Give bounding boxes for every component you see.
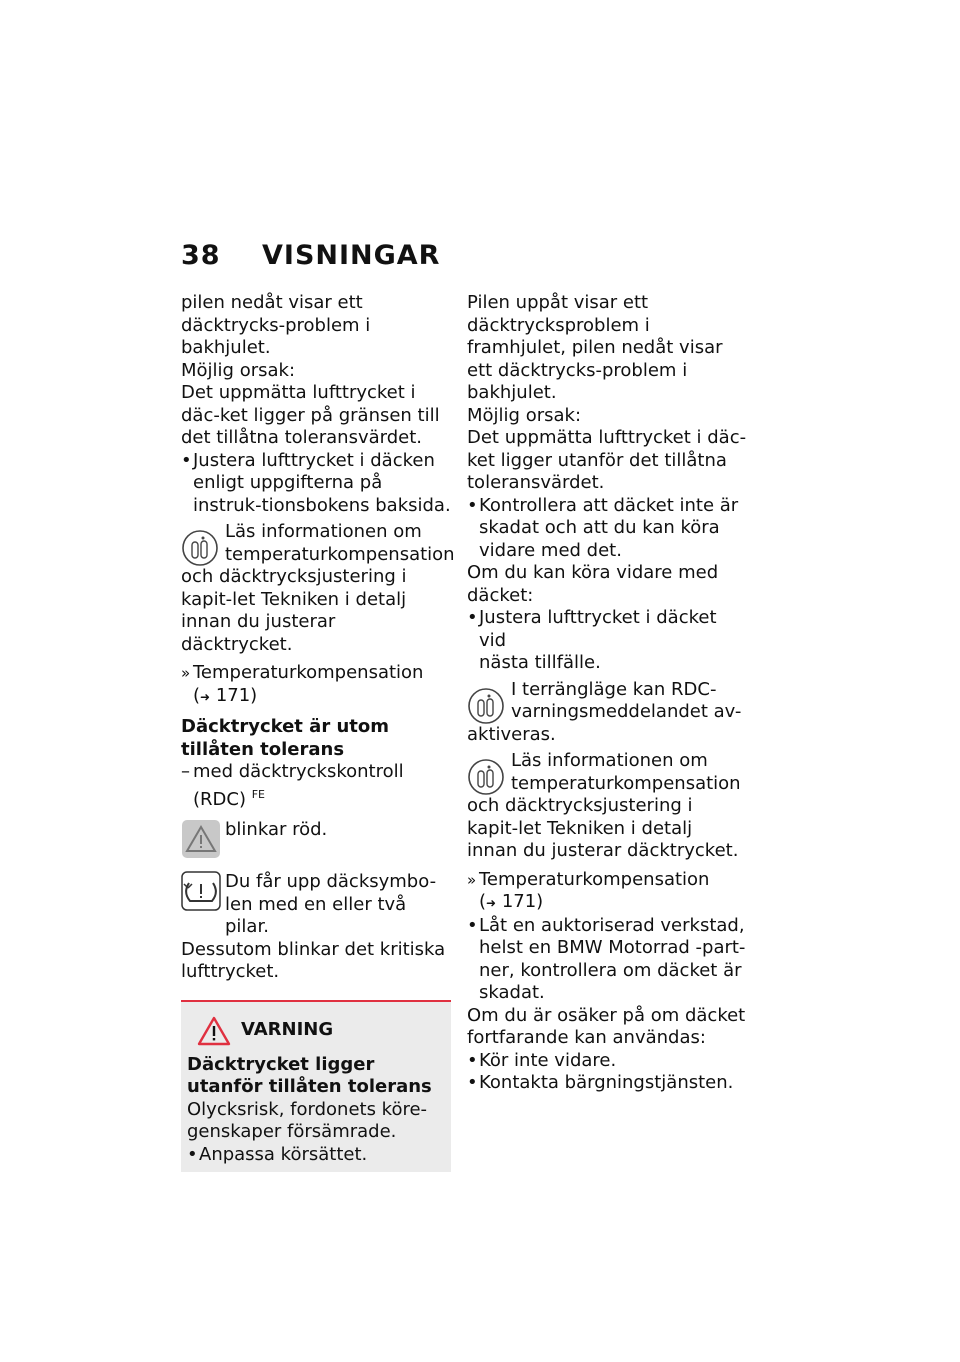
bullet-item [467,495,747,563]
paragraph: Om du kan köra vidare med däcket: [467,562,719,606]
info-text: Läs informationen om temperaturkompensation [511,750,741,794]
tire-pressure-icon [181,871,221,911]
bullet-text: • Justera lufttrycket i däcket vid [479,607,717,651]
info-note [467,679,747,747]
info-text: Läs informationen om temperaturkompensation [225,521,455,565]
paragraph: Pilen uppåt visar ett däcktrycksproblem i framhjulet, pilen nedåt visar ett däcktrycks-problem i bakhjulet. [467,292,723,403]
cause-label: Möjlig orsak: [181,359,296,381]
info-icon [467,758,505,796]
bullet-item [181,450,451,518]
bullet-text: • Kontrollera att däcket inte är [479,494,739,516]
bullet-text: • Justera lufttrycket i däcken [193,449,435,471]
left-column [181,292,455,1172]
info-icon [467,687,505,725]
warning-heading: Däcktrycket ligger utanför tillåten tolerans [187,1053,432,1097]
info-icon [181,529,219,567]
info-text: och däcktrycksjustering i kapit-let Tekniken i detalj innan du justerar däcktrycket. [467,795,739,861]
info-text: och däcktrycksjustering i kapit-let Tekniken i detalj innan du justerar däcktrycket. [181,566,407,655]
paragraph: Dessutom blinkar det kritiska lufttrycket. [181,938,446,982]
bullet-text: • Låt en auktoriserad verkstad, [479,914,745,936]
info-note [467,750,747,863]
condition-text: – med däcktryckskontroll [193,761,404,782]
symbol-text: blinkar röd. [225,819,328,840]
bullet-item [467,607,747,675]
info-note [181,521,455,656]
warning-title: VARNING [241,1019,334,1041]
warning-box [181,1000,451,1173]
bullet-text: nästa tillfälle. [479,652,601,673]
paragraph: pilen nedåt visar ett däcktrycks-problem i bakhjulet. [181,292,371,358]
warning-text: Olycksrisk, fordonets köre-genskaper försämrade. [187,1098,428,1142]
tire-symbol-note [181,871,451,939]
arrow-icon: ➜ [486,896,497,910]
warning-icon [197,1016,231,1046]
info-text: aktiveras. [467,723,556,745]
section-heading: Däcktrycket är utom tillåten tolerans [181,716,390,760]
bullet-item: • Kör inte vidare. [467,1050,747,1073]
page-title: VISNINGAR [262,240,441,271]
right-column [467,292,747,1095]
cross-reference-link[interactable] [181,662,451,708]
bullet-text: enligt uppgifterna på instruk-tionsbokens baksida. [193,472,451,516]
reference-page: (➜ 171) [193,684,258,706]
page-number: 38 [181,240,221,271]
reference-text: » Temperaturkompensation [193,662,424,683]
warning-light-note [181,819,451,863]
condition-text: (RDC) $^{FE}$ [193,787,265,810]
symbol-text: Du får upp däcksymbo-len med en eller två pilar. [225,871,437,937]
warning-header [187,1016,445,1046]
paragraph: Det uppmätta lufttrycket i däc-ket ligger på gränsen till det tillåtna toleransvärdet. [181,382,440,448]
cross-reference-link[interactable] [467,869,747,915]
arrow-icon: ➜ [200,689,211,704]
cause-label: Möjlig orsak: [467,404,582,426]
info-text: I terrängläge kan RDC-varningsmeddelandet av- [511,678,742,722]
condition-item [181,761,451,811]
bullet-text: skadat och att du kan köra vidare med det. [479,517,720,561]
bullet-text: helst en BMW Motorrad -part-ner, kontrollera om däcket är skadat. [479,937,746,1003]
paragraph: Det uppmätta lufttrycket i däc-ket ligger utanför det tillåtna toleransvärdet. [467,427,747,493]
bullet-item: • Kontakta bärgningstjänsten. [467,1072,747,1095]
reference-text: » Temperaturkompensation [479,868,710,890]
warning-triangle-icon [181,819,221,859]
bullet-item [467,915,747,1005]
warning-bullet: • Anpassa körsättet. [187,1144,445,1167]
reference-page: (➜ 171) [479,891,544,912]
paragraph: Om du är osäker på om däcket fortfarande kan användas: [467,1004,746,1048]
